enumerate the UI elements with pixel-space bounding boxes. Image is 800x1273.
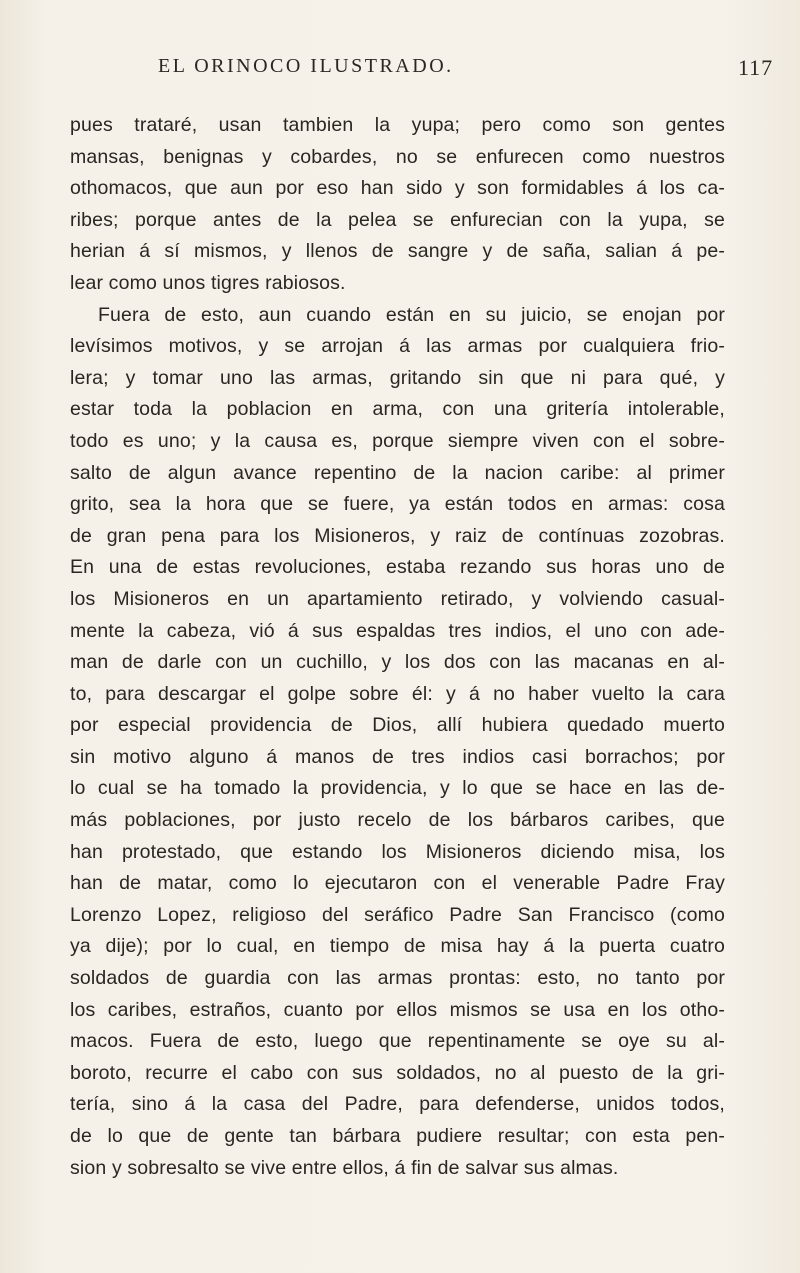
text-line: salto de algun avance repentino de la nacion caribe: al primer	[70, 461, 725, 484]
text-line: ribes; porque antes de la pelea se enfurecian con la yupa, se	[70, 208, 725, 231]
text-line: macos. Fuera de esto, luego que repentinamente se oye su al-	[70, 1030, 725, 1053]
text-line: ya dije); por lo cual, en tiempo de misa hay á la puerta cuatro	[70, 935, 725, 958]
body-text	[70, 110, 725, 1184]
text-line: grito, sea la hora que se fuere, ya están todos en armas: cosa	[70, 493, 725, 516]
text-line: han de matar, como lo ejecutaron con el venerable Padre Fray	[70, 872, 725, 895]
text-line: lo cual se ha tomado la providencia, y lo que se hace en las de-	[70, 777, 725, 800]
text-line: to, para descargar el golpe sobre él: y á no haber vuelto la cara	[70, 682, 725, 705]
running-head	[0, 55, 800, 85]
text-line: Fuera de esto, aun cuando están en su juicio, se enojan por	[98, 303, 725, 326]
running-title: EL ORINOCO ILUSTRADO.	[158, 55, 454, 77]
text-line: En una de estas revoluciones, estaba rezando sus horas uno de	[70, 556, 725, 579]
text-line: mansas, benignas y cobardes, no se enfurecen como nuestros	[70, 145, 725, 168]
text-line: sion y sobresalto se vive entre ellos, á fin de salvar sus almas.	[70, 1156, 619, 1179]
text-line: pues trataré, usan tambien la yupa; pero como son gentes	[70, 114, 725, 136]
text-line: levísimos motivos, y se arrojan á las armas por cualquiera frio-	[70, 335, 725, 358]
text-line: man de darle con un cuchillo, y los dos con las macanas en al-	[70, 651, 725, 674]
text-line: sin motivo alguno á manos de tres indios casi borrachos; por	[70, 745, 725, 768]
text-line: los caribes, estraños, cuanto por ellos mismos se usa en los otho-	[70, 998, 725, 1021]
page-number: 117	[738, 55, 774, 80]
text-line: de lo que de gente tan bárbara pudiere resultar; con esta pen-	[70, 1125, 725, 1147]
text-line: han protestado, que estando los Misioneros diciendo misa, los	[70, 840, 725, 863]
text-line: estar toda la poblacion en arma, con una gritería intolerable,	[70, 398, 725, 421]
text-line: mente la cabeza, vió á sus espaldas tres indios, el uno con ade-	[70, 619, 725, 642]
text-line: todo es uno; y la causa es, porque siempre viven con el sobre-	[70, 429, 725, 452]
text-line: por especial providencia de Dios, allí hubiera quedado muerto	[70, 714, 725, 737]
text-line: más poblaciones, por justo recelo de los bárbaros caribes, que	[70, 809, 725, 832]
text-line: herian á sí mismos, y llenos de sangre y de saña, salian á pe-	[70, 240, 725, 263]
text-line: de gran pena para los Misioneros, y raiz de contínuas zozobras.	[70, 524, 725, 547]
text-line: lear como unos tigres rabiosos.	[70, 271, 346, 294]
text-line: tería, sino á la casa del Padre, para defenderse, unidos todos,	[70, 1093, 725, 1116]
text-line: othomacos, que aun por eso han sido y son formidables á los ca-	[70, 177, 725, 200]
text-line: Lorenzo Lopez, religioso del seráfico Padre San Francisco (como	[70, 903, 725, 926]
text-line: boroto, recurre el cabo con sus soldados, no al puesto de la gri-	[70, 1061, 725, 1084]
text-line: lera; y tomar uno las armas, gritando sin que ni para qué, y	[70, 366, 725, 389]
text-line: los Misioneros en un apartamiento retirado, y volviendo casual-	[70, 587, 725, 610]
text-line: soldados de guardia con las armas prontas: esto, no tanto por	[70, 967, 725, 990]
